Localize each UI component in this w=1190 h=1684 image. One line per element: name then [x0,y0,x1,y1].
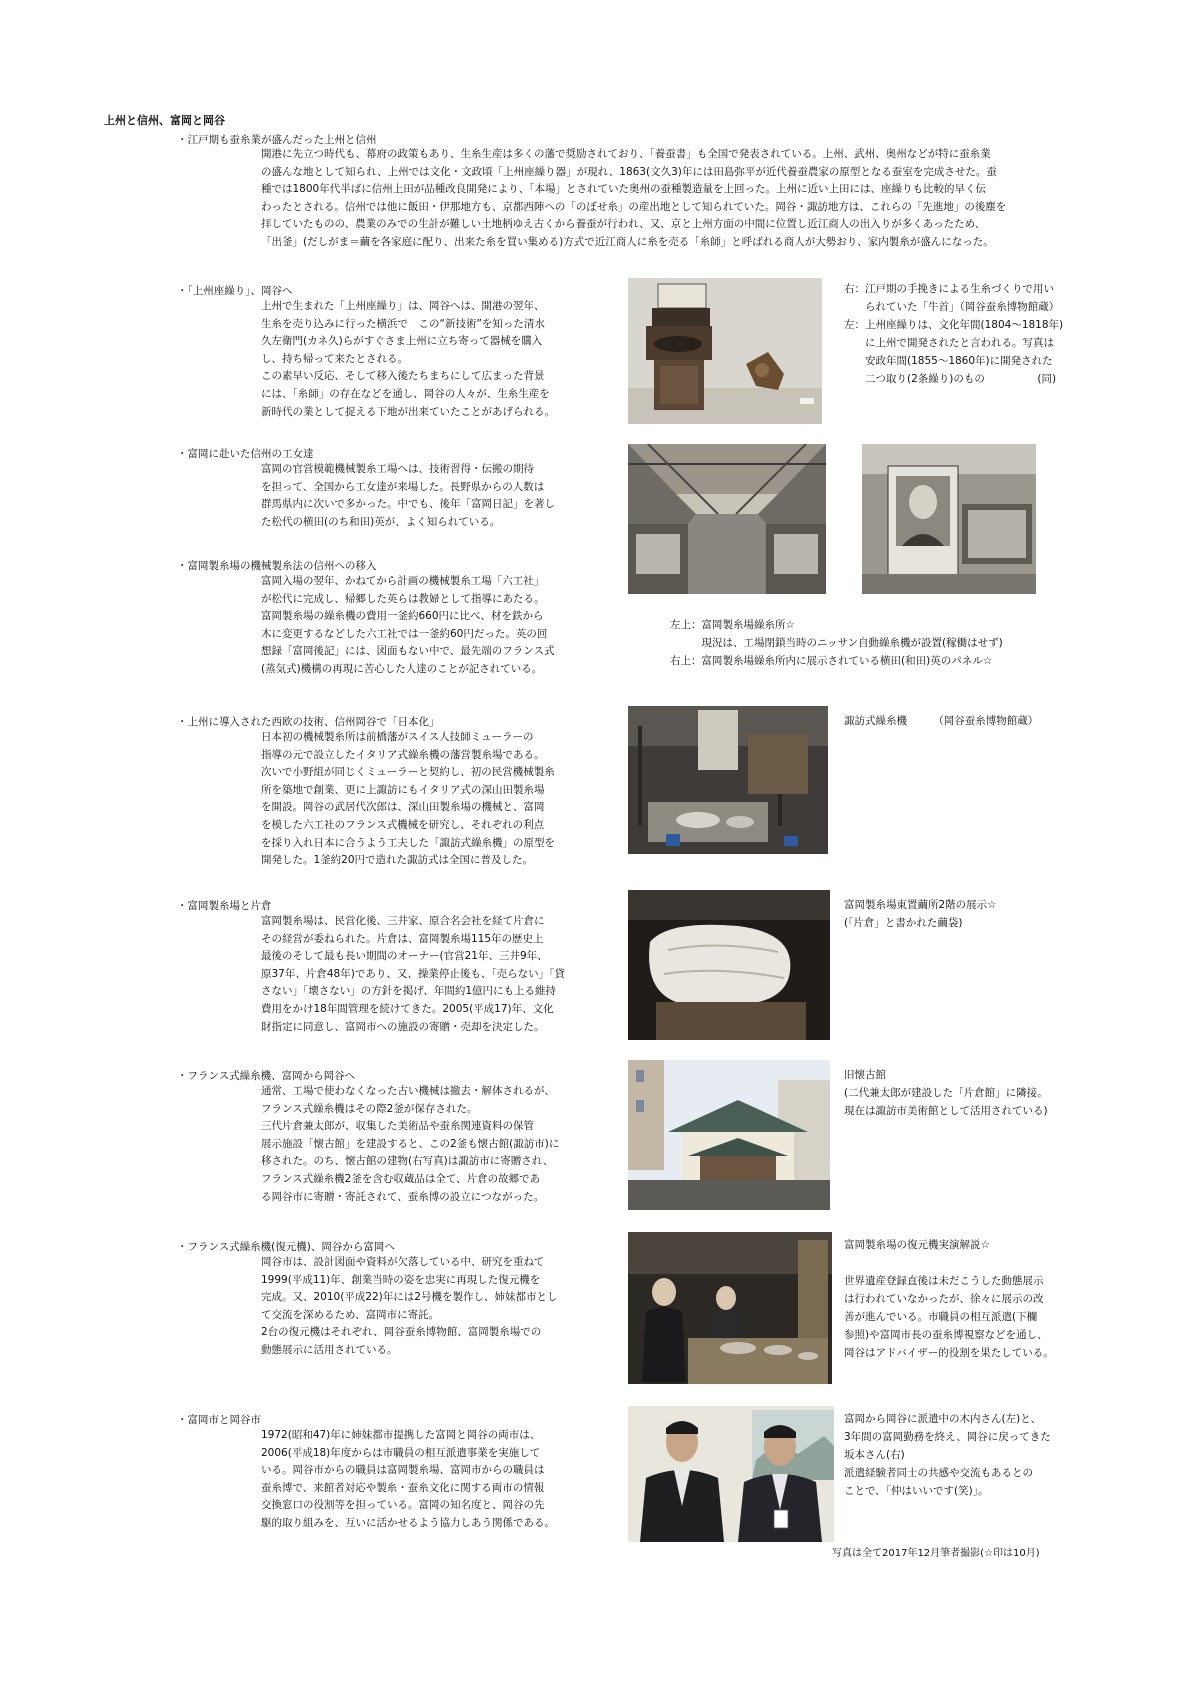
kaikokan-building-photo [628,1060,830,1210]
body-line: し、持ち帰って来たとされる。 [261,352,408,365]
body-line: 財指定に同意し、富岡市への施設の寄贈・売却を決定した。 [261,1020,545,1033]
caption-line: 坂本さん(右) [844,1449,905,1461]
section-body [261,146,1006,252]
body-line: 費用をかけ18年間管理を続けてきた。2005(平成17)年、文化 [261,1002,554,1015]
body-line: さない」「壊さない」の方針を掲げ、年間約1億円にも上る維持 [261,985,557,998]
section-heading: ・富岡市と岡谷市 [177,1414,261,1426]
body-line: 久左衛門(カネ久)らがすぐさま上州に立ち寄って器械を購入 [261,335,543,348]
reeling-hall-photo [628,444,826,594]
caption-line: 二つ取り(2条繰り)のもの (同) [844,373,1057,385]
body-line: 上州で生まれた「上州座繰り」は、岡谷へは、開港の翌年、 [261,300,545,312]
caption-line: 富岡製糸場の復元機実演解説☆ [844,1239,990,1251]
body-line: 指導の元で設立したイタリア式繰糸機の藩営製糸場である。 [261,748,545,761]
body-line: た松代の横田(のち和田)英が、よく知られている。 [261,515,501,528]
caption-line: 左：上州座繰りは、文化年間(1804～1818年) [844,319,1064,331]
caption-line: 安政年間(1855～1860年)に開発された [844,355,1053,367]
body-line: 拝していたものの、農業のみでの生計が難しい土地柄ゆえ古くから養蚕が行われ、又、京と上州方面の中間に位置し近江商人の出入りが多くあったため、 [261,218,986,231]
caption-line: 派遣経験者同士の共感や交流もあるとの [844,1467,1033,1479]
caption-line: 富岡から岡谷に派遣中の木内さん(左)と、 [844,1413,1042,1425]
body-line: 群馬県内に次いで多かった。中でも、後年「富岡日記」を著し [261,498,555,511]
body-line: フランス式繰糸機はその際2釜が保存された。 [261,1102,478,1115]
body-line: 展示施設「懐古館」を建設すると、この2釜も懐古館(諏訪市)に [261,1137,560,1150]
caption-line: 岡谷はアドバイザー的役割を果たしている。 [844,1347,1054,1359]
body-line: 富岡の官営模範機械製糸工場へは、技術習得・伝搬の期待 [261,463,534,475]
body-line: て交流を深めるため、富岡市に寄託。 [261,1308,440,1321]
photo-caption [844,712,1038,730]
body-line: 2台の復元機はそれぞれ、岡谷蚕糸博物館、富岡製糸場での [261,1326,542,1339]
section-heading: ・「上州座繰り」、岡谷へ [177,285,293,297]
caption-line: ことで、「仲はいいです(笑)」。 [844,1485,989,1497]
body-line: を担って、全国から工女達が来場した。長野県からの人数は [261,480,545,493]
caption-line: (「片倉」と書かれた繭袋) [844,917,963,929]
body-line: (蒸気式)機構の再現に苦心した人達のことが記されている。 [261,662,543,675]
section-body [261,1427,555,1533]
section-body [261,1254,557,1360]
caption-line: 富岡製糸場東置繭所2階の展示☆ [844,899,997,911]
caption-line: 善が進んでいる。市職員の相互派遣(下欄 [844,1311,1038,1323]
body-line: 1972(昭和47)年に姉妹都市提携した富岡と岡谷の両市は、 [261,1429,541,1441]
caption-line: (二代兼太郎が建設した「片倉館」に隣接。 [844,1087,1048,1099]
caption-line: 旧懐古館 [844,1069,886,1081]
caption-line: に上州で開発されたと言われる。写真は [844,337,1054,349]
section-heading: ・フランス式繰糸機(復元機)、岡谷から富岡へ [177,1241,395,1253]
page-title: 上州と信州、富岡と岡谷 [104,114,225,127]
staff-portrait-photo [628,1406,834,1542]
body-line: フランス式繰糸機2釜を含む収蔵品は全て、片倉の故郷であ [261,1172,541,1185]
body-line: 富岡製糸場は、民営化後、三井家、原合名会社を経て片倉に [261,915,545,927]
section-heading: ・富岡製糸場の機械製糸法の信州への移入 [177,560,377,572]
body-line: 交換窓口の役割等を担っている。富岡の知名度と、岡谷の先 [261,1499,545,1512]
demonstration-photo [628,1232,832,1384]
body-line: 開発した。1釜約20円で造れた諏訪式は全国に普及した。 [261,854,534,867]
caption-line: は行われていなかったが、徐々に展示の改 [844,1293,1044,1305]
section-heading: ・富岡に赴いた信州の工女達 [177,448,314,460]
body-line: 移された。のち、懐古館の建物(右写真)は諏訪市に寄贈され、 [261,1155,554,1168]
caption-line: 左上：富岡製糸場繰糸所☆ [670,619,795,631]
body-line: には、「糸師」の存在などを通し、岡谷の人々が、生糸生産を [261,387,550,400]
caption-line: 世界遺産登録直後は未だこうした動態展示 [844,1275,1044,1287]
body-line: 駆的取り組みを、互いに活かせるよう協力しあう関係である。 [261,1516,555,1529]
caption-line: 右上：富岡製糸場繰糸所内に展示されている横田(和田)英のパネル☆ [670,655,993,667]
caption-line: 3年間の富岡勤務を終え、岡谷に戻ってきた [844,1431,1051,1443]
body-line: 動態展示に活用されている。 [261,1343,398,1356]
body-line: 種では1800年代半ばに信州上田が品種改良開発により、「本場」とされていた奥州の蚕種製造量を上回った。上州に近い上田には、座繰りも比較的早く伝 [261,183,986,196]
body-line: 開港に先立つ時代も、幕府の政策もあり、生糸生産は多くの藩で奨励されており、「養蚕書」も全国で発表されている。上州、武州、奥州などが特に蚕糸業 [261,148,991,160]
body-line: 想録「富岡後記」には、図面もない中で、最先端のフランス式 [261,645,555,658]
caption-line: 右：江戸期の手挽きによる生糸づくりで用い [844,283,1054,295]
section-heading: ・江戸期も蚕糸業が盛んだった上州と信州 [177,134,377,146]
body-line: 岡谷市は、設計図面や資料が欠落している中、研究を重ねて [261,1256,545,1268]
body-line: が松代に完成し、帰郷した英らは教婦として指導にあたる。 [261,592,545,605]
body-line: を模した六工社のフランス式機械を研究し、それぞれの利点 [261,818,545,831]
section-body [261,461,555,531]
section-body [261,298,555,421]
body-line: 通常、工場で使わなくなった古い機械は撤去・解体されるが、 [261,1085,555,1097]
suwa-reeling-machine-photo [628,706,828,854]
body-line: 次いで小野組が同じくミューラーと契約し、初の民営機械製糸 [261,766,555,779]
body-line: 最後のそして最も長い期間のオーナー(官営21年、三井9年、 [261,950,548,963]
photo-caption [844,896,997,932]
section-body [261,573,554,679]
body-line: 富岡入場の翌年、かねてから計画の機械製糸工場「六工社」 [261,575,545,587]
body-line: 木に変更するなどした六工社では一釜約60円だった。英の回 [261,627,548,640]
body-line: 新時代の業として捉える下地が出来ていたことがあげられる。 [261,405,555,418]
caption-line: 参照)や富岡市長の蚕糸博視察などを通し、 [844,1329,1048,1341]
section-body [261,729,555,870]
photo-caption [844,280,1063,388]
photo-caption [844,1066,1048,1120]
body-line: 日本初の機械製糸所は前橋藩がスイス人技師ミューラーの [261,731,534,743]
photo-caption [844,1410,1051,1500]
body-line: 蚕糸博で、来館者対応や製糸・蚕糸文化に関する両市の情報 [261,1481,545,1494]
caption-line: 諏訪式繰糸機 （岡谷蚕糸博物館蔵） [844,715,1039,727]
body-line: 1999(平成11)年、創業当時の姿を忠実に再現した復元機を [261,1273,541,1286]
body-line: 三代片倉兼太郎が、収集した美術品や蚕糸関連資料の保管 [261,1120,534,1133]
body-line: 生糸を売り込みに行った横浜で この“新技術”を知った清水 [261,317,545,330]
section-heading: ・富岡製糸場と片倉 [177,900,272,912]
section-heading: ・フランス式繰糸機、富岡から岡谷へ [177,1070,356,1082]
body-line: いる。岡谷市からの職員は富岡製糸場、富岡市からの職員は [261,1464,545,1477]
body-line: を採り入れ日本に合うよう工夫した「諏訪式繰糸機」の原型を [261,836,555,849]
body-line: 「出釜」(だしがま＝繭を各家庭に配り、出来た糸を買い集める)方式で近江商人に糸を売る「糸師」と呼ばれる商人が大勢おり、家内製糸が盛んになった。 [261,235,994,248]
cocoon-bag-photo [628,890,830,1040]
zaguri-machine-photo [628,278,822,424]
caption-line [844,1254,1054,1272]
section-heading: ・上州に導入された西欧の技術、信州岡谷で「日本化」 [177,716,440,728]
body-line: 2006(平成18)年度からは市職員の相互派遣事業を実施して [261,1446,541,1459]
body-line: 原37年、片倉48年)であり、又、操業停止後も、「売らない」「貸 [261,967,565,980]
caption-line: られていた「牛首」（岡谷蚕糸博物館蔵） [844,301,1060,313]
caption-line: 現在は諏訪市美術館として活用されている) [844,1105,1048,1117]
body-line: 富岡製糸場の繰糸機の費用一釜約660円に比べ、材を鉄から [261,610,544,623]
ei-panel-photo [862,444,1036,594]
photo-credit-note: 写真は全て2017年12月筆者撮影(☆印は10月) [832,1548,1040,1559]
body-line: 所を築地で創業、更に上諏訪にもイタリア式の深山田製糸場 [261,783,545,796]
body-line: る岡谷市に寄贈・寄託されて、蚕糸博の設立につながった。 [261,1190,545,1203]
body-line: を開設。岡谷の武居代次郎は、深山田製糸場の機械と、富岡 [261,801,545,814]
body-line: の盛んな地として知られ、上州では文化・文政頃「上州座繰り器」が現れ、1863(文久3)年には田島弥平が近代養蚕農家の原型となる蚕室を完成させた。蚕 [261,165,997,178]
photo-caption [670,616,1003,670]
body-line: わったとされる。信州では他に飯田・伊那地方も、京都西陣への「のぼせ糸」の産出地として知られていた。岡谷・諏訪地方は、これらの「先進地」の後塵を [261,200,1007,213]
caption-line: 現況は、工場閉鎖当時のニッサン自動繰糸機が設置(稼働はせず) [670,637,1003,649]
photo-caption [844,1236,1054,1362]
body-line: この素早い反応、そして移入後たちまちにして広まった背景 [261,370,545,383]
body-line: 完成。又、2010(平成22)年には2号機を製作し、姉妹都市とし [261,1291,558,1304]
section-body [261,913,565,1036]
body-line: その経営が委ねられた。片倉は、富岡製糸場115年の歴史上 [261,932,544,945]
section-body [261,1083,559,1206]
